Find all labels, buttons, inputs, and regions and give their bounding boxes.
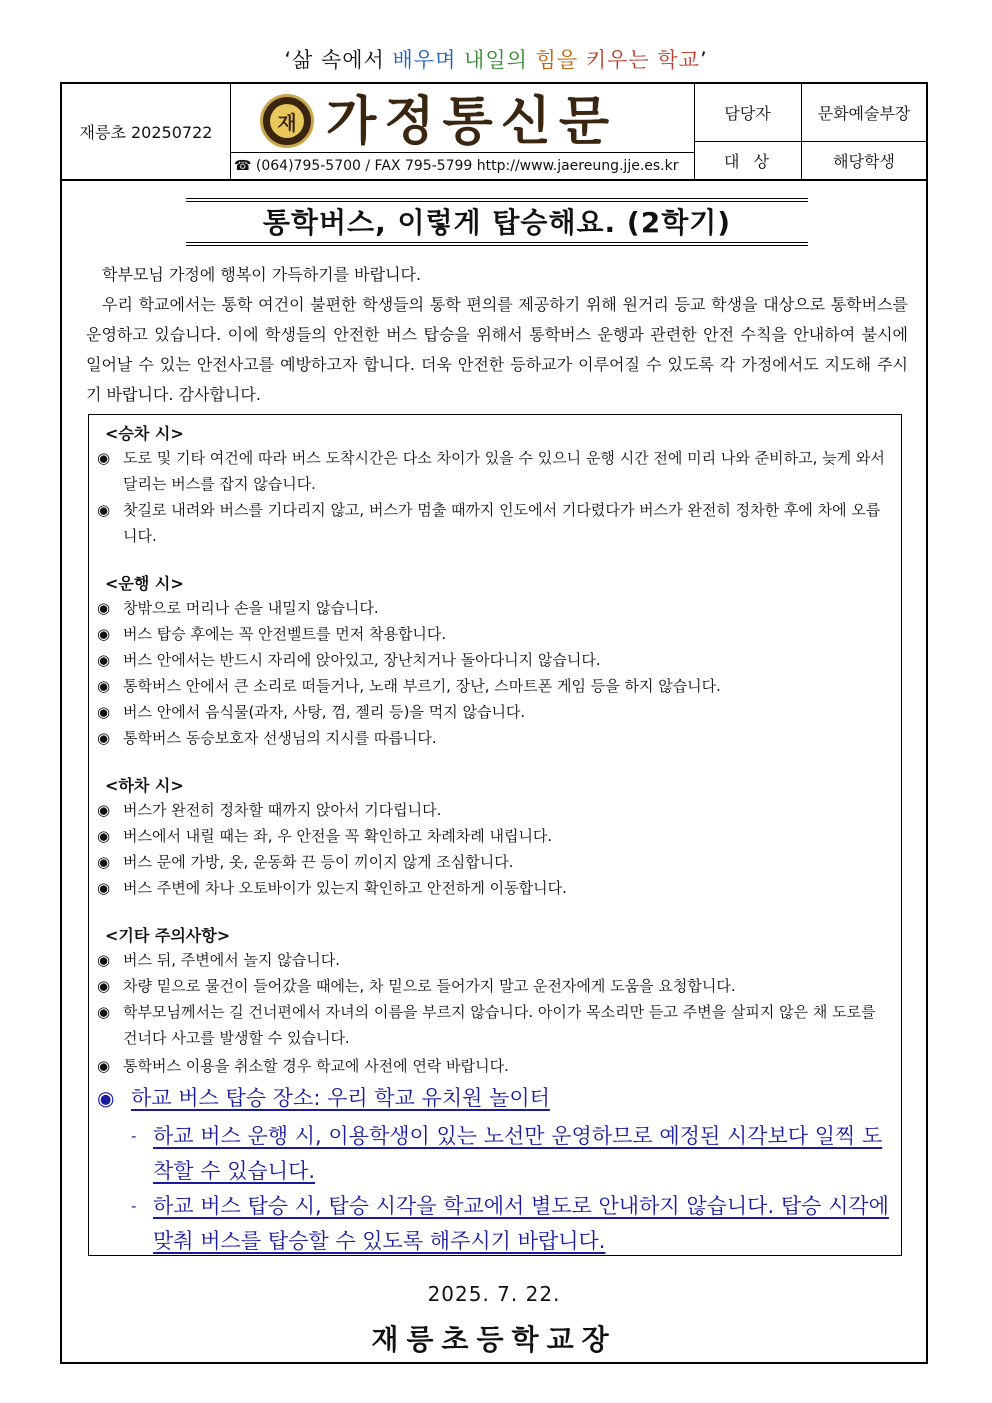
manager-value: 문화예술부장 — [802, 84, 926, 142]
issue-date: 2025. 7. 22. — [427, 1282, 561, 1306]
list-item: ◉ 차량 밑으로 물건이 들어갔을 때에는, 차 밑으로 들어가지 말고 운전자에게 도움을 요청합니다. — [97, 973, 893, 999]
bullet-icon: ◉ — [97, 853, 111, 871]
bullet-icon: ◉ — [97, 977, 111, 995]
bullet-icon: ◉ — [97, 449, 111, 467]
school-motto: ‘삶 속에서 배우며 내일의 힘을 키우는 학교’ — [284, 48, 708, 72]
bullet-icon: ◉ — [97, 801, 111, 819]
list-item: ◉ 창밖으로 머리나 손을 내밀지 않습니다. — [97, 595, 893, 621]
list-item: ◉ 버스 뒤, 주변에서 놀지 않습니다. — [97, 947, 893, 973]
bullet-icon: ◉ — [97, 1086, 115, 1110]
masthead-block — [230, 84, 695, 179]
list-item: ◉ 도로 및 기타 여건에 따라 버스 도착시간은 다소 차이가 있을 수 있으니 운행 시간 전에 미리 나와 준비하고, 늦게 와서 달리는 버스를 잡지 않습니다. — [97, 445, 893, 497]
intro-text — [86, 260, 908, 410]
page-title: 통학버스, 이렇게 탑승해요. (2학기) — [262, 206, 732, 239]
list-item: ◉ 버스 안에서 음식물(과자, 사탕, 껌, 젤리 등)을 먹지 않습니다. — [97, 699, 893, 725]
list-item: ◉ 버스 주변에 차나 오토바이가 있는지 확인하고 안전하게 이동합니다. — [97, 875, 893, 901]
title-box — [186, 198, 808, 246]
list-item: ◉ 버스 문에 가방, 옷, 운동화 끈 등이 끼이지 않게 조심합니다. — [97, 849, 893, 875]
document-frame — [60, 82, 928, 1364]
section-title-etc: <기타 주의사항> — [105, 926, 231, 945]
target-value: 해당학생 — [833, 152, 895, 171]
signer: 재릉초등학교장 — [371, 1323, 617, 1356]
bullet-icon: ◉ — [97, 703, 111, 721]
bullet-icon: ◉ — [97, 501, 111, 519]
pickup-location: ◉ 하교 버스 탑승 장소: 우리 학교 유치원 놀이터 — [97, 1081, 897, 1116]
emblem-mark: 재 — [270, 104, 304, 138]
safety-rules-box — [88, 414, 902, 1256]
list-item: ◉ 통학버스 안에서 큰 소리로 떠들거나, 노래 부르기, 장난, 스마트폰 게임 등을 하지 않습니다. — [97, 673, 893, 699]
dash-icon: - — [131, 1127, 137, 1145]
list-item: ◉ 버스 안에서는 반드시 자리에 앉아있고, 장난치거나 돌아다니지 않습니다. — [97, 647, 893, 673]
responsibility-table — [694, 84, 926, 179]
section-title-alighting: <하차 시> — [105, 776, 184, 795]
intro-greeting: 학부모님 가정에 행복이 가득하기를 바랍니다. — [102, 265, 422, 284]
masthead-title: 가정통신문 — [326, 91, 618, 152]
list-item: ◉ 버스에서 내릴 때는 좌, 우 안전을 꼭 확인하고 차례차례 내립니다. — [97, 823, 893, 849]
contact-info: ☎ (064)795-5700 / FAX 795-5799 http://www.jaereung.jje.es.kr — [230, 152, 694, 178]
list-item: ◉ 통학버스 동승보호자 선생님의 지시를 따릅니다. — [97, 725, 893, 751]
list-item: ◉ 통학버스 이용을 취소할 경우 학교에 사전에 연락 바랍니다. — [97, 1053, 893, 1079]
list-item: ◉ 찻길로 내려와 버스를 기다리지 않고, 버스가 멈출 때까지 인도에서 기다렸다가 버스가 완전히 정차한 후에 차에 오릅니다. — [97, 497, 893, 549]
document-code: 재릉초 20250722 — [62, 84, 231, 179]
school-emblem-icon — [260, 94, 314, 148]
section-title-riding: <운행 시> — [105, 574, 184, 593]
bullet-icon: ◉ — [97, 879, 111, 897]
bullet-icon: ◉ — [97, 827, 111, 845]
bullet-icon: ◉ — [97, 677, 111, 695]
bullet-icon: ◉ — [97, 1057, 111, 1075]
list-item: ◉ 학부모님께서는 길 건너편에서 자녀의 이름을 부르지 않습니다. 아이가 목소리만 듣고 주변을 살피지 않은 채 도로를 건너다 사고를 발생할 수 있습니다. — [97, 999, 893, 1051]
intro-body: 우리 학교에서는 통학 여건이 불편한 학생들의 통학 편의를 제공하기 위해 원거리 등교 학생을 대상으로 통학버스를 운영하고 있습니다. 이에 학생들의 안전한 버스 탑승을 위해서 통학버스 운행과 관련한 안전 수칙을 안내하여 불시에 일어날 수 있는 안전사고를 예방하고자 합니다. 더욱 안전한 등하교가 이루어질 수 있도록 각 가정에서도 지도해 주시기 바랍니다. 감사합니다. — [86, 295, 908, 404]
list-item: ◉ 버스가 완전히 정차할 때까지 앉아서 기다립니다. — [97, 797, 893, 823]
pickup-note-1: - 하교 버스 운행 시, 이용학생이 있는 노선만 운영하므로 예정된 시각보다 일찍 도착할 수 있습니다. — [97, 1119, 897, 1189]
section-title-boarding: <승차 시> — [105, 424, 184, 443]
dash-icon: - — [131, 1197, 137, 1215]
bullet-icon: ◉ — [97, 599, 111, 617]
bullet-icon: ◉ — [97, 951, 111, 969]
bullet-icon: ◉ — [97, 1003, 111, 1021]
pickup-note-2: - 하교 버스 탑승 시, 탑승 시각을 학교에서 별도로 안내하지 않습니다. 탑승 시각에 맞춰 버스를 탑승할 수 있도록 해주시기 바랍니다. — [97, 1189, 897, 1259]
bullet-icon: ◉ — [97, 625, 111, 643]
target-label: 대상 — [694, 142, 802, 179]
bullet-icon: ◉ — [97, 651, 111, 669]
letter-header — [62, 84, 926, 181]
list-item: ◉ 버스 탑승 후에는 꼭 안전벨트를 먼저 착용합니다. — [97, 621, 893, 647]
bullet-icon: ◉ — [97, 729, 111, 747]
manager-label: 담당자 — [694, 84, 802, 142]
